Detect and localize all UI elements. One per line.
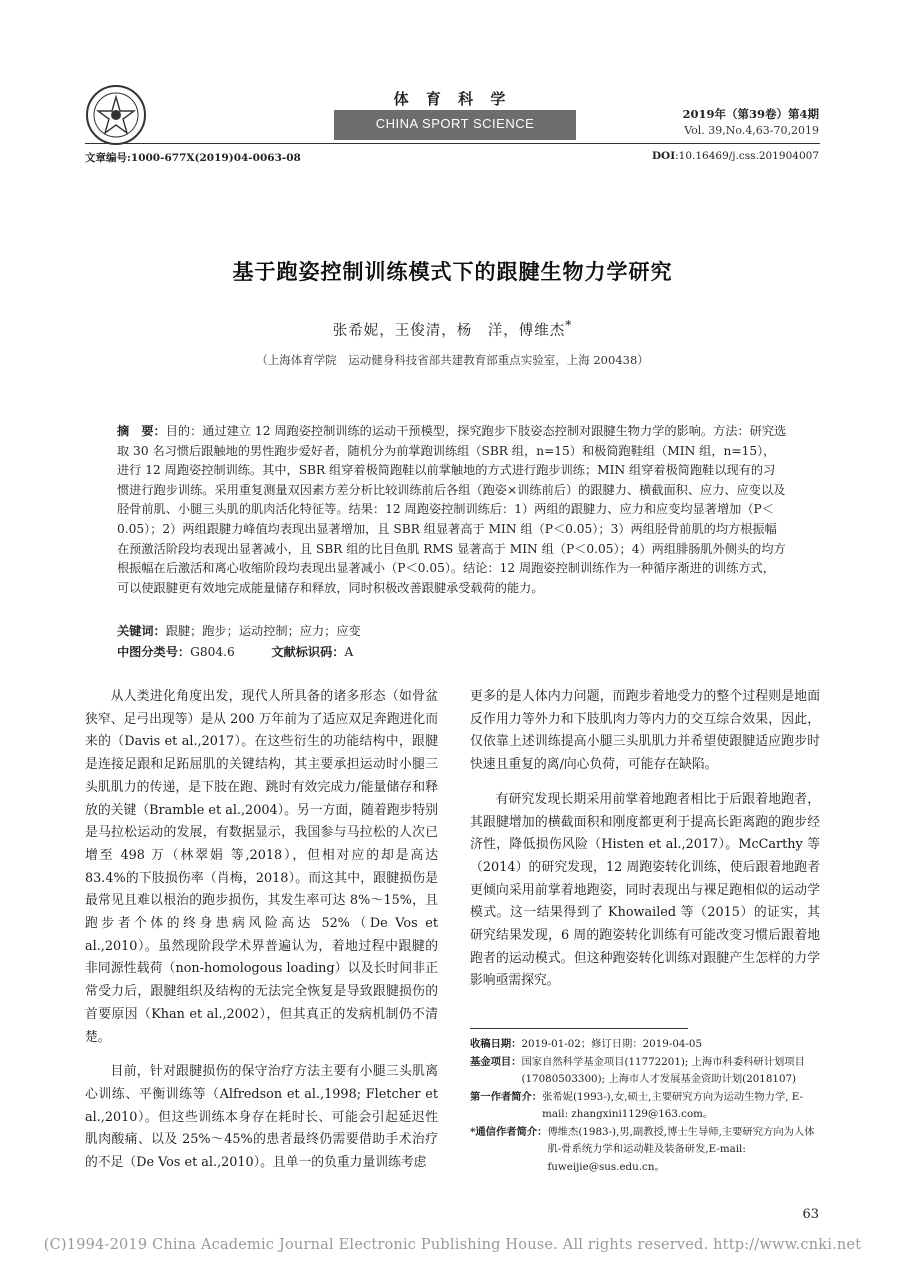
volume-info: Vol. 39,No.4,63-70,2019	[684, 124, 819, 137]
affiliation: （上海体育学院 运动健身科技省部共建教育部重点实验室，上海 200438）	[256, 353, 649, 367]
corresponding-mark: *	[565, 318, 573, 332]
footnote-rule	[470, 1028, 688, 1029]
classification: 中图分类号：G804.6 文献标识码：A	[117, 645, 354, 659]
body-paragraph: 更多的是人体内力问题，而跑步着地受力的整个过程则是地面反作用力等外力和下肢肌肉力等内力的交互综合效果，因此，仅依靠上述训练提高小腿三头肌肌力并希望使跟腱适应跑步时快速且重复的离/向心负荷，可能存在缺陷。	[470, 689, 820, 773]
body-right-column	[470, 686, 820, 993]
page-number: 63	[802, 1207, 819, 1222]
authors: 张希妮，王俊清，杨 洋，傅维杰*	[332, 318, 573, 339]
paper-title: 基于跑姿控制训练模式下的跟腱生物力学研究	[232, 259, 673, 284]
abstract	[117, 422, 787, 598]
footnote-received: 收稿日期： 2019-01-02；修订日期：2019-04-05	[470, 1038, 703, 1050]
body-paragraph: 目前，针对跟腱损伤的保守治疗方法主要有小腿三头肌离心训练、平衡训练等（Alfredson et al.,1998; Fletcher et al.,2010）。但这些训练本身存在耗时长、可能会引起延迟性肌肉酸痛、以及 25%～45%的患者最终仍需要借助手术治疗的不足（De Vos et al.,2010）。且单一的负重力量训练考虑	[85, 1064, 438, 1171]
journal-name-en: CHINA SPORT SCIENCE	[375, 116, 535, 131]
abstract-text: 目的：通过建立 12 周跑姿控制训练的运动干预模型，探究跑步下肢姿态控制对跟腱生物力学的影响。方法：研究选取 30 名习惯后跟触地的男性跑步爱好者，随机分为前掌跑训练组（SBR 组，n=15）和极简跑鞋组（MIN 组，n=15），进行 12 周跑姿控制训练。其中，SBR 组穿着极简跑鞋以前掌触地的方式进行跑步训练；MIN 组穿着极简跑鞋以现有的习惯进行跑步训练。采用重复测量双因素方差分析比较训练前后各组（跑姿×训练前后）的跟腱力、横截面积、应力、应变以及胫骨前肌、小腿三头肌的肌肉活化特征等。结果：12 周跑姿控制训练后：1）两组的跟腱力、应力和应变均显著增加（P＜0.05）；2）两组跟腱力峰值均表现出显著增加，且 SBR 组显著高于 MIN 组（P＜0.05）；3）两组胫骨前肌的均方根振幅在预激活阶段均表现出显著减小，且 SBR 组的比目鱼肌 RMS 显著高于 MIN 组（P＜0.05）；4）两组腓肠肌外侧头的均方根振幅在后激活和离心收缩阶段均表现出显著减小（P＜0.05）。结论：12 周跑姿控制训练作为一种循序渐进的训练方式，可以使跟腱更有效地完成能量储存和释放，同时积极改善跟腱承受载荷的能力。	[117, 424, 787, 595]
abstract-label: 摘 要：	[117, 424, 166, 438]
body-paragraph: 有研究发现长期采用前掌着地跑者相比于后跟着地跑者，其跟腱增加的横截面积和刚度都更利于提高长距离跑的跑步经济性，降低损伤风险（Histen et al.,2017）。McCarthy 等（2014）的研究发现，12 周跑姿转化训练，使后跟着地跑者更倾向采用前掌着地跑姿，同时表现出与裸足跑相似的运动学模式。这一结果得到了 Khowailed 等（2015）的证实，其研究结果发现，6 周的跑姿转化训练有可能改变习惯后跟着地跑者的运动模式。但这种跑姿转化训练对跟腱产生怎样的力学影响亟需探究。	[470, 791, 820, 989]
issue-info: 2019年（第39卷）第4期	[682, 107, 819, 121]
copyright-watermark: (C)1994-2019 China Academic Journal Electronic Publishing House. All rights reserved. http://www.cnki.net	[43, 1237, 862, 1253]
journal-name-cn: 体 育 科 学	[393, 90, 512, 108]
body-left-column	[85, 686, 438, 1175]
doi: DOI:10.16469/j.css.201904007	[651, 150, 819, 162]
footnotes	[470, 1036, 822, 1176]
footnote-corresponding-author: *通信作者简介： 傅维杰(1983-),男,副教授,博士生导师,主要研究方向为人体肌-骨系统力学和运动鞋及装备研发,E-mail: fuweijie@sus.edu.cn。	[470, 1125, 815, 1173]
keywords: 关键词：跟腱；跑步；运动控制；应力；应变	[117, 624, 361, 638]
footnote-funding: 基金项目： 国家自然科学基金项目(11772201); 上海市科委科研计划项目(17080503300); 上海市人才发展基金资助计划(2018107)	[470, 1055, 805, 1085]
body-paragraph: 从人类进化角度出发，现代人所具备的诸多形态（如骨盆狭窄、足弓出现等）是从 200 万年前为了适应双足奔跑进化而来的（Davis et al.,2017）。在这些衍生的功能结构中，跟腱是连接足跟和足跖屈肌的关键结构，其主要承担运动时小腿三头肌肌力的传递，是下肢在跑、跳时有效完成力/能量储存和释放的关键（Bramble et al.,2004）。另一方面，随着跑步特别是马拉松运动的发展，有数据显示，我国参与马拉松的人次已增至 498 万（林翠娟 等,2018），但相对应的却是高达 83.4%的下肢损伤率（肖梅，2018）。而这其中，跟腱损伤是最常见且难以根治的跑步损伤，其发生率可达 8%～15%，且跑步者个体的终身患病风险高达 52%（De Vos et al.,2010）。虽然现阶段学术界普遍认为，着地过程中跟腱的非同源性载荷（non-homologous loading）以及长时间非正常受力后，跟腱组织及结构的无法完全恢复是导致跟腱损伤的首要原因（Khan et al.,2002），但其真正的发病机制仍不清楚。	[85, 689, 438, 1045]
article-number: 文章编号:1000-677X(2019)04-0063-08	[85, 152, 301, 164]
footnote-first-author: 第一作者简介： 张希妮(1993-),女,硕士,主要研究方向为运动生物力学, E-mail: zhangxini1129@163.com。	[470, 1090, 803, 1120]
header-rule	[85, 143, 820, 144]
